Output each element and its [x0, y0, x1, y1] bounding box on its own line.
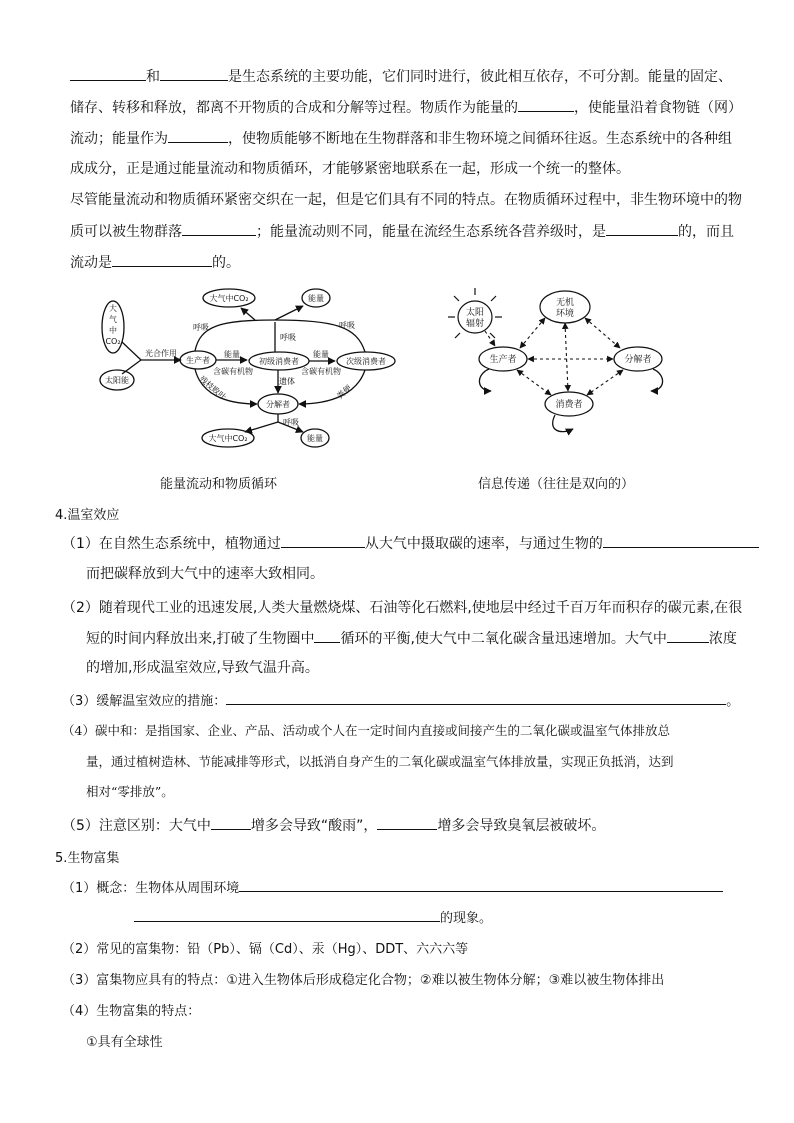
answer-blank[interactable]: [160, 65, 228, 81]
s5-p3: （3）富集物应具有的特点：①进入生物体后形成稳定化合物；②难以被生物体分解；③难以被生物体排出: [62, 973, 665, 988]
answer-blank[interactable]: [603, 532, 759, 548]
energy-label: 能量: [224, 350, 240, 359]
answer-blank[interactable]: [281, 532, 365, 548]
self-loop-icon: [651, 369, 663, 391]
s4-p4-line2: 量，通过植树造林、节能减排等形式，以抵消自身产生的二氧化碳或温室气体排放量，实现正负抵消，达到: [86, 754, 674, 769]
decomposer-label: 分解者: [266, 400, 290, 409]
top-co2-label: 大气中CO₂: [209, 294, 249, 303]
answer-blank[interactable]: [518, 96, 574, 112]
svg-text:气: 气: [109, 315, 117, 324]
s4-p3: （3）缓解温室效应的措施： 。: [62, 689, 739, 709]
s5-p1-line2: 的现象。: [134, 906, 492, 926]
intro-line-3: 流动；能量作为 ，使物质能够不断地在生物群落和非生物环境之间循环往返。生态系统中的各种组: [70, 127, 732, 148]
s5-p1-line1: （1）概念：生物体从周围环境: [62, 876, 723, 896]
remains-label: 残枝败叶: [197, 374, 228, 402]
s4-p2-line1: （2）随着现代工业的迅速发展,人类大量燃烧煤、石油等化石燃料,使地层中经过千百万年而积存的碳元素,在很: [62, 600, 743, 616]
answer-blank[interactable]: [112, 251, 212, 267]
primary-consumer-label: 初级消费者: [259, 357, 299, 366]
consumer-label: 消费者: [555, 400, 583, 410]
answer-blank[interactable]: [377, 814, 437, 830]
information-transfer-diagram: [445, 283, 685, 443]
s5-p4-item1: ①具有全球性: [86, 1035, 163, 1050]
s4-p1-line1: （1）在自然生态系统中，植物通过 从大气中摄取碳的速率，与通过生物的: [62, 532, 759, 553]
respiration-label: 呼吸: [283, 418, 299, 427]
answer-blank[interactable]: [314, 627, 340, 643]
s4-p4-line3: 相对“零排放”。: [86, 784, 174, 799]
svg-text:中: 中: [109, 326, 117, 335]
bottom-energy-label: 能量: [307, 434, 323, 443]
s4-p2-line2: 短的时间内释放出来,打破了生物圈中 循环的平衡,使大气中二氧化碳含量迅速增加。大气中 浓度: [86, 627, 737, 648]
intro-line-2: 储存、转移和释放，都离不开物质的合成和分解等过程。物质作为能量的 ，使能量沿着食物链（网）: [70, 96, 742, 117]
top-energy-label: 能量: [308, 294, 324, 303]
feces-label: 粪便: [335, 383, 354, 401]
respiration-label: 呼吸: [339, 321, 355, 330]
air-co2-label: 大: [109, 304, 117, 313]
diagram1-caption: 能量流动和物质循环: [160, 477, 278, 492]
respiration-label: 呼吸: [280, 333, 296, 342]
decomposer-label: 分解者: [624, 355, 652, 365]
answer-blank[interactable]: [606, 220, 678, 236]
svg-text:辐射: 辐射: [465, 319, 485, 329]
self-loop-icon: [553, 415, 573, 432]
svg-text:环境: 环境: [555, 309, 575, 319]
carbon-organic-label: 含碳有机物: [213, 367, 253, 376]
s4-p5: （5）注意区别：大气中 增多会导致“酸雨”， 增多会导致臭氧层被破坏。: [62, 814, 605, 835]
intro-line-1: 和 是生态系统的主要功能，它们同时进行，彼此相互依存，不可分割。能量的固定、: [70, 65, 732, 86]
s5-p2: （2）常见的富集物：铅（Pb）、镉（Cd）、汞（Hg）、DDT、六六六等: [62, 942, 469, 957]
photosynthesis-label: 光合作用: [145, 349, 177, 358]
answer-blank[interactable]: [667, 627, 709, 643]
answer-blank[interactable]: [211, 814, 251, 830]
section-5-title: 5.生物富集: [55, 851, 120, 866]
diagram2-caption: 信息传递（往往是双向的）: [478, 477, 635, 492]
respiration-label: 呼吸: [193, 323, 209, 332]
answer-blank[interactable]: [226, 689, 726, 705]
s4-p1-line2: 而把碳释放到大气中的速率大致相同。: [86, 566, 324, 582]
sun-radiation-label: 太阳: [465, 308, 485, 318]
intro-line-7: 流动是 的。: [70, 251, 240, 272]
producer-label: 生产者: [489, 355, 517, 365]
answer-blank[interactable]: [168, 127, 228, 143]
answer-blank[interactable]: [70, 65, 146, 81]
intro-line-4: 成成分，正是通过能量流动和物质循环，才能够紧密地联系在一起，形成一个统一的整体。: [70, 161, 630, 177]
bottom-co2-label: 大气中CO₂: [208, 434, 248, 443]
producer-label: 生产者: [186, 356, 210, 365]
s4-p2-line3: 的增加,形成温室效应,导致气温升高。: [86, 660, 319, 676]
abiotic-env-label: 无机: [555, 298, 575, 308]
intro-line-6: 质可以被生物群落 ；能量流动则不同，能量在流经生态系统各营养级时，是 的，而且: [70, 220, 734, 241]
s5-p4: （4）生物富集的特点：: [62, 1004, 201, 1019]
carbon-organic-label: 含碳有机物: [301, 367, 341, 376]
answer-blank[interactable]: [239, 876, 723, 892]
energy-label: 能量: [313, 350, 329, 359]
energy-matter-diagram: [95, 282, 425, 452]
body-label: 遗体: [279, 377, 295, 386]
self-loop-icon: [479, 369, 491, 391]
s4-p4-line1: （4）碳中和：是指国家、企业、产品、活动或个人在一定时间内直接或间接产生的二氧化碳或温室气体排放总: [62, 723, 670, 738]
answer-blank[interactable]: [134, 906, 440, 922]
section-4-title: 4.温室效应: [55, 508, 120, 523]
svg-text:CO₂: CO₂: [105, 337, 121, 346]
intro-line-5: 尽管能量流动和物质循环紧密交织在一起，但是它们具有不同的特点。在物质循环过程中，非生物环境中的物: [70, 192, 742, 208]
answer-blank[interactable]: [182, 220, 256, 236]
secondary-consumer-label: 次级消费者: [346, 357, 386, 366]
sun-label: 太阳能: [105, 376, 129, 385]
